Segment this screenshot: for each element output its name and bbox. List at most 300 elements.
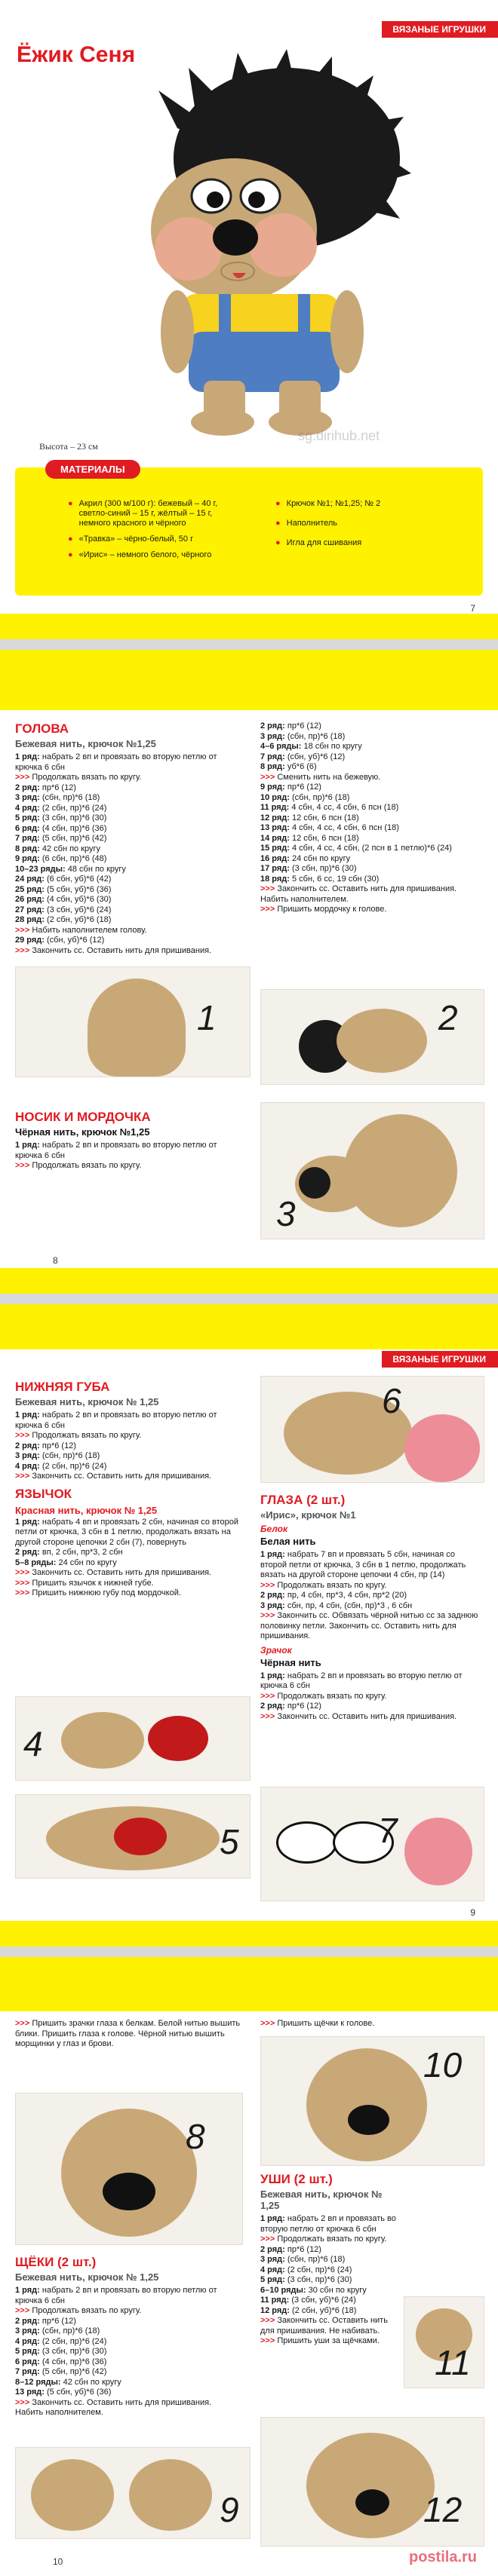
- row-text: Закончить сс. Оставить нить для пришивания.: [32, 1472, 212, 1481]
- step-number: 6: [382, 1381, 401, 1420]
- pattern-row: [260, 1591, 483, 1601]
- page-separator: [0, 1294, 498, 1304]
- row-text: (3 сбн, пр)*6 (30): [42, 2347, 107, 2356]
- row-text: Набить наполнителем голову.: [32, 925, 147, 935]
- pattern-row: [260, 823, 483, 834]
- pattern-row: [260, 2019, 483, 2029]
- pattern-row: [260, 783, 483, 793]
- page-number: 7: [470, 603, 475, 614]
- row-label: 3 ряд:: [15, 1451, 40, 1460]
- row-text: набрать 2 вп и провязать во вторую петлю от крючка 6 сбн: [15, 2286, 217, 2305]
- row-label: 7 ряд:: [15, 834, 40, 843]
- row-text: вп, 2 сбн, пр*3, 2 сбн: [42, 1548, 123, 1557]
- row-label: 8 ряд:: [260, 762, 285, 771]
- row-label: 1 ряд:: [15, 1411, 40, 1420]
- row-label: 18 ряд:: [260, 874, 290, 884]
- row-label: 7 ряд:: [15, 2367, 40, 2376]
- row-label: >>>: [15, 925, 30, 935]
- row-text: Продолжать вязать по кругу.: [32, 1431, 142, 1440]
- pattern-row: [15, 1568, 241, 1579]
- row-label: 26 ряд:: [15, 895, 45, 904]
- row-label: 2 ряд:: [260, 1702, 285, 1711]
- row-label: 1 ряд:: [260, 2214, 285, 2223]
- page-separator: [0, 1947, 498, 1957]
- row-text: (2 сбн, уб)*6 (18): [292, 2305, 357, 2315]
- materials-box: [15, 464, 483, 596]
- row-label: 1 ряд:: [15, 1517, 40, 1527]
- row-text: (2 сбн, пр)*6 (24): [42, 803, 107, 813]
- pattern-row: [15, 793, 241, 804]
- pattern-row: [260, 1550, 483, 1581]
- row-text: Продолжать вязать по кругу.: [277, 2234, 387, 2244]
- page-number: 8: [53, 1255, 58, 1266]
- row-label: >>>: [15, 1472, 30, 1481]
- section-title: УШИ (2 шт.): [260, 2172, 333, 2186]
- row-text: Пришить мордочку к голове.: [277, 905, 387, 914]
- row-text: Закончить сс. Оставить нить для пришивания.: [277, 1711, 457, 1721]
- row-text: 5 сбн, 6 сс, 19 сбн (30): [292, 874, 380, 884]
- pattern-row: [260, 2296, 404, 2306]
- row-text: набрать 7 вп и провязать 5 сбн, начиная со второй петли от крючка, 3 сбн в 1 петлю, продолжать вязать на другой стороне цепочки 4 сбн, пр (14): [260, 1550, 466, 1579]
- section-subtitle: Бежевая нить, крючок №1,25: [15, 738, 156, 749]
- pattern-row: [260, 2245, 404, 2256]
- row-text: уб*6 (6): [287, 762, 317, 771]
- material-item: ● Крючок №1; №1,25; № 2: [275, 499, 381, 508]
- row-text: 4 сбн, 4 сс, 4 сбн, (2 псн в 1 петлю)*6 (24): [292, 844, 452, 853]
- row-label: 1 ряд:: [15, 2286, 40, 2295]
- pattern-row: [15, 854, 241, 865]
- pattern-row: [260, 721, 483, 732]
- row-label: >>>: [260, 884, 275, 893]
- row-label: >>>: [15, 945, 30, 955]
- page-10: [0, 1957, 498, 2576]
- pattern-rows: [260, 2214, 404, 2347]
- row-label: 9 ряд:: [15, 854, 40, 863]
- row-text: (6 сбн, пр)*6 (48): [42, 854, 107, 863]
- row-text: Продолжать вязать по кругу.: [32, 2306, 142, 2315]
- row-text: 18 сбн по кругу: [303, 742, 362, 751]
- row-label: >>>: [15, 1431, 30, 1440]
- row-label: 4 ряд:: [15, 2336, 40, 2346]
- row-label: >>>: [260, 1711, 275, 1721]
- step-number: 2: [438, 998, 458, 1037]
- pattern-row: [260, 2336, 404, 2347]
- pattern-row: [260, 854, 483, 865]
- pattern-rows: [15, 752, 241, 956]
- pattern-row: [15, 865, 241, 875]
- row-text: пр*6 (12): [287, 783, 321, 792]
- row-text: (сбн, пр)*6 (18): [42, 793, 100, 802]
- row-label: >>>: [15, 1161, 30, 1170]
- hedgehog-toy-illustration: [106, 45, 423, 437]
- row-label: >>>: [260, 1580, 275, 1590]
- row-text: набрать 2 вп и провязать во вторую петлю от крючка 6 сбн: [15, 752, 217, 772]
- row-label: 4 ряд:: [15, 803, 40, 813]
- page-number: 9: [470, 1907, 475, 1918]
- photo-step-12: [260, 2417, 484, 2547]
- row-label: 15 ряд:: [260, 844, 290, 853]
- pattern-rows: [260, 1550, 483, 1642]
- row-label: 12 ряд:: [260, 813, 290, 822]
- row-label: 3 ряд:: [260, 2255, 285, 2264]
- pattern-row: [260, 732, 483, 743]
- thread-label: Белая нить: [260, 1536, 316, 1547]
- pattern-row: [15, 2367, 241, 2378]
- pattern-row: [15, 2357, 241, 2368]
- step-number: 7: [378, 1811, 398, 1850]
- row-label: 6–10 ряды:: [260, 2285, 306, 2295]
- row-text: Продолжать вязать по кругу.: [277, 1580, 387, 1590]
- row-label: 5 ряд:: [15, 813, 40, 822]
- row-label: 2 ряд:: [260, 1591, 285, 1600]
- row-text: набрать 2 вп и провязать во вторую петлю от крючка 6 сбн: [15, 1411, 217, 1430]
- pattern-row: [15, 2378, 241, 2388]
- col-right: [260, 1493, 483, 1722]
- row-text: Пришить щёчки к голове.: [277, 2019, 375, 2028]
- pattern-row: [15, 1161, 241, 1172]
- row-text: пр*6 (12): [42, 783, 76, 792]
- row-text: набрать 2 вп и провязать во вторую петлю от крючка 6 сбн: [15, 1141, 217, 1160]
- row-text: пр*6 (12): [287, 2244, 321, 2254]
- row-text: (4 сбн, уб)*6 (30): [47, 895, 112, 904]
- material-item: ● «Травка» – чёрно-белый, 50 г: [68, 534, 194, 544]
- row-label: 2 ряд:: [15, 2316, 40, 2326]
- row-text: Закончить сс. Оставить нить для пришивания.: [32, 1568, 212, 1577]
- step-number: 10: [423, 2045, 463, 2084]
- section-subtitle: Бежевая нить, крючок № 1,25: [260, 2189, 383, 2211]
- pattern-row: [15, 813, 241, 824]
- pattern-row: [15, 1431, 241, 1441]
- row-text: Закончить сс. Оставить нить для пришивания. Набить наполнителем.: [260, 884, 457, 904]
- page-8: [0, 650, 498, 1294]
- pattern-row: [260, 2255, 404, 2265]
- row-text: Продолжать вязать по кругу.: [32, 773, 142, 782]
- section-subtitle: Красная нить, крючок № 1,25: [15, 1504, 158, 1516]
- col-left-2: [15, 2255, 241, 2418]
- pattern-row: [260, 2316, 404, 2336]
- row-text: (сбн, пр)*6 (18): [42, 2326, 100, 2336]
- row-text: (2 сбн, пр)*6 (24): [287, 2265, 352, 2274]
- header-bar: [0, 650, 498, 710]
- row-text: Пришить зрачки глаза к белкам. Белой нитью вышить блики. Пришить глаза к голове. Чёрной нитью вышить морщинки у глаз и брови.: [15, 2019, 241, 2048]
- row-label: 4 ряд:: [15, 1461, 40, 1471]
- pattern-row: [260, 864, 483, 874]
- pattern-rows: [260, 1671, 483, 1723]
- row-label: 29 ряд:: [15, 936, 45, 945]
- row-text: (5 сбн, пр)*6 (42): [42, 2367, 107, 2376]
- row-text: (6 сбн, уб)*6 (42): [47, 874, 112, 884]
- pattern-row: [260, 834, 483, 844]
- row-label: 1 ряд:: [260, 1671, 285, 1680]
- row-label: 1 ряд:: [15, 1141, 40, 1150]
- row-label: 27 ряд:: [15, 905, 45, 914]
- row-label: >>>: [260, 2019, 275, 2028]
- row-text: Закончить сс. Оставить нить для пришивания. Набить наполнителем.: [15, 2397, 212, 2417]
- pattern-row: [260, 1692, 483, 1702]
- section-title: ЩЁКИ (2 шт.): [15, 2255, 97, 2269]
- pattern-row: [260, 844, 483, 854]
- pattern-row: [260, 1611, 483, 1642]
- pattern-row: [260, 2234, 404, 2245]
- pattern-row: [15, 1462, 241, 1472]
- row-label: >>>: [15, 2397, 30, 2407]
- pattern-row: [15, 1451, 241, 1462]
- row-text: (3 сбн, пр)*6 (30): [287, 2275, 352, 2284]
- row-label: >>>: [15, 1568, 30, 1577]
- row-label: 1 ряд:: [260, 1550, 285, 1559]
- row-label: >>>: [260, 1611, 275, 1620]
- row-text: (2 сбн, пр)*6 (24): [42, 2336, 107, 2346]
- step-number: 8: [186, 2117, 205, 2156]
- row-label: 13 ряд:: [15, 2388, 45, 2397]
- row-text: (3 сбн, пр)*6 (30): [292, 864, 357, 873]
- pattern-row: [15, 783, 241, 794]
- page-9: [0, 1304, 498, 1947]
- row-text: Продолжать вязать по кругу.: [277, 1691, 387, 1701]
- pattern-row: [15, 885, 241, 896]
- photo-step-2: [260, 989, 484, 1085]
- row-text: 4 сбн, 4 сс, 4 сбн, 6 псн (18): [291, 803, 399, 812]
- watermark: postila.ru: [408, 2549, 477, 2565]
- pattern-row: [15, 2398, 241, 2418]
- pattern-row: [15, 824, 241, 835]
- material-item: ● Игла для сшивания: [275, 538, 362, 547]
- row-label: 3 ряд:: [15, 2326, 40, 2336]
- pattern-row: [15, 752, 241, 773]
- section-tag: ВЯЗАНЫЕ ИГРУШКИ: [382, 1351, 498, 1368]
- pattern-row: [260, 1671, 483, 1692]
- pattern-row: [260, 1712, 483, 1723]
- pattern-row: [15, 804, 241, 814]
- row-text: (сбн, уб)*6 (12): [287, 752, 346, 761]
- materials-title: МАТЕРИАЛЫ: [45, 460, 140, 479]
- row-label: 2 ряд:: [260, 721, 285, 731]
- row-label: >>>: [260, 2316, 275, 2325]
- row-label: 14 ряд:: [260, 833, 290, 843]
- row-label: 6 ряд:: [15, 823, 40, 833]
- row-label: 2 ряд:: [260, 2244, 285, 2254]
- row-label: 10–23 ряды:: [15, 864, 66, 874]
- pattern-row: [15, 1588, 241, 1599]
- pattern-row: [260, 2275, 404, 2286]
- step-number: 3: [276, 1194, 296, 1233]
- row-text: Закончить сс. Оставить нить для пришивания.: [32, 945, 212, 955]
- page-7: [0, 0, 498, 639]
- subsection-title: Белок: [260, 1524, 288, 1534]
- material-item: ● «Ирис» – немного белого, чёрного: [68, 550, 212, 559]
- row-label: >>>: [260, 1691, 275, 1701]
- row-label: 24 ряд:: [15, 874, 45, 884]
- row-label: 8–12 ряды:: [15, 2377, 61, 2387]
- row-label: >>>: [260, 772, 275, 782]
- pattern-row: [260, 2306, 404, 2317]
- photo-step-4: [15, 1696, 251, 1781]
- col-right-2: [260, 2172, 404, 2347]
- row-text: набрать 4 вп и провязать 2 сбн, начиная со второй петли от крючка, 3 сбн в 1 петлю, продолжать вязать на другой стороне цепочки 2 сбн (7), повернуть: [15, 1517, 239, 1547]
- material-item: ● Акрил (300 м/100 г): бежевый – 40 г, светло-синий – 15 г, жёлтый – 15 г, немного красного и чёрного: [68, 499, 218, 528]
- photo-step-11: [404, 2296, 484, 2388]
- row-label: 9 ряд:: [260, 783, 285, 792]
- pattern-row: [15, 834, 241, 844]
- row-text: (5 сбн, уб)*6 (36): [47, 2388, 112, 2397]
- row-text: Закончить сс. Оставить нить для пришивания. Не набивать.: [260, 2316, 388, 2336]
- photo-step-5: [15, 1794, 251, 1879]
- row-text: Пришить нижнюю губу под мордочкой.: [32, 1588, 181, 1597]
- row-text: 42 сбн по кругу: [63, 2377, 121, 2387]
- pattern-row: [15, 1518, 241, 1548]
- row-label: 5 ряд:: [15, 2347, 40, 2356]
- pattern-row: [15, 2019, 241, 2050]
- row-label: 2 ряд:: [15, 1441, 40, 1450]
- col-right: [260, 721, 483, 915]
- pattern-row: [15, 936, 241, 946]
- pattern-row: [15, 2337, 241, 2348]
- pattern-row: [260, 803, 483, 813]
- row-label: >>>: [15, 1588, 30, 1597]
- step-number: 12: [423, 2490, 463, 2529]
- materials-right-list: [275, 499, 456, 547]
- row-label: 28 ряд:: [15, 915, 45, 924]
- row-text: 24 сбн по кругу: [292, 853, 351, 863]
- row-text: Закончить сс. Обвязать чёрной нитью сс за заднюю половинку петли. Закончить сс. Оставить нить для пришивания.: [260, 1611, 478, 1640]
- pattern-row: [15, 2306, 241, 2317]
- row-label: 13 ряд:: [260, 823, 290, 832]
- page-number: 10: [53, 2556, 63, 2567]
- step-number: 9: [220, 2490, 239, 2529]
- row-text: (4 сбн, пр)*6 (36): [42, 823, 107, 833]
- photo-step-3: [260, 1102, 484, 1239]
- pattern-row: [15, 1472, 241, 1482]
- section-title: ГЛАЗА (2 шт.): [260, 1493, 346, 1507]
- pattern-row: [15, 1441, 241, 1452]
- row-text: (3 сбн, пр)*6 (30): [42, 813, 107, 822]
- row-text: набрать 2 вп и провязать во вторую петлю от крючка 6 сбн: [260, 1671, 463, 1690]
- step-number: 1: [197, 998, 217, 1037]
- row-label: 12 ряд:: [260, 2305, 290, 2315]
- row-label: >>>: [15, 773, 30, 782]
- col-left: [15, 2019, 241, 2050]
- pattern-row: [260, 1601, 483, 1612]
- pattern-row: [15, 2388, 241, 2398]
- photo-step-9: [15, 2447, 251, 2539]
- pattern-row: [15, 1411, 241, 1431]
- pattern-row: [15, 905, 241, 916]
- row-label: >>>: [15, 2019, 30, 2028]
- row-text: пр*6 (12): [42, 1441, 76, 1450]
- pattern-row: [260, 2265, 404, 2276]
- row-text: (сбн, пр)*6 (18): [42, 1451, 100, 1460]
- row-label: 2 ряд:: [15, 1548, 40, 1557]
- row-label: 2 ряд:: [15, 783, 40, 792]
- pattern-row: [15, 1141, 241, 1161]
- step-number: 5: [220, 1822, 239, 1861]
- pattern-rows: [260, 721, 483, 915]
- pattern-row: [15, 2317, 241, 2327]
- page-title: Ёжик Сеня: [17, 42, 136, 67]
- row-label: 4 ряд:: [260, 2265, 285, 2274]
- row-label: 1 ряд:: [15, 752, 40, 761]
- row-text: набрать 2 вп и провязать во вторую петлю от крючка 6 сбн: [260, 2214, 396, 2234]
- row-label: 8 ряд:: [15, 844, 40, 853]
- pattern-row: [260, 874, 483, 885]
- row-text: (2 сбн, уб)*6 (18): [47, 915, 112, 924]
- section-subtitle: Бежевая нить, крючок № 1,25: [15, 2271, 159, 2283]
- col-left: [15, 721, 241, 956]
- subsection-title: Зрачок: [260, 1644, 292, 1656]
- section-title: НОСИК И МОРДОЧКА: [15, 1110, 151, 1124]
- section-title: ГОЛОВА: [15, 721, 69, 736]
- toy-height-label: Высота – 23 см: [39, 441, 98, 452]
- pattern-rows: [15, 1411, 241, 1482]
- row-label: 16 ряд:: [260, 853, 290, 863]
- row-text: Пришить уши за щёчками.: [277, 2336, 380, 2345]
- row-label: >>>: [260, 2234, 275, 2244]
- row-label: 3 ряд:: [260, 731, 285, 741]
- section-subtitle: «Ирис», крючок №1: [260, 1509, 356, 1521]
- photo-step-7: [260, 1787, 484, 1901]
- photo-step-6: [260, 1376, 484, 1483]
- row-text: (5 сбн, уб)*6 (36): [47, 884, 112, 894]
- row-label: 7 ряд:: [260, 752, 285, 761]
- section-title: НИЖНЯЯ ГУБА: [15, 1380, 110, 1394]
- pattern-row: [15, 1579, 241, 1589]
- row-label: 3 ряд:: [15, 793, 40, 802]
- row-text: 12 сбн, 6 псн (18): [292, 833, 359, 843]
- section-title: ЯЗЫЧОК: [15, 1486, 72, 1501]
- col-left-2: [15, 1110, 241, 1172]
- materials-left-list: [68, 499, 234, 560]
- row-text: 4 сбн, 4 сс, 4 сбн, 6 псн (18): [292, 823, 399, 832]
- pattern-rows: [15, 1141, 241, 1172]
- row-text: (сбн, пр)*6 (18): [287, 731, 346, 741]
- pattern-row: [260, 793, 483, 804]
- photo-step-1: [15, 966, 251, 1077]
- footer-bar: [0, 614, 498, 639]
- page-separator: [0, 639, 498, 650]
- watermark: sg.dirihub.net: [298, 428, 380, 443]
- row-text: Продолжать вязать по кругу.: [32, 1161, 142, 1170]
- photo-step-8: [15, 2093, 243, 2245]
- pattern-row: [15, 773, 241, 783]
- pattern-row: [260, 762, 483, 773]
- pattern-row: [15, 2326, 241, 2337]
- row-label: 10 ряд:: [260, 792, 290, 802]
- col-right: [260, 2019, 483, 2029]
- row-label: 3 ряд:: [260, 1600, 285, 1610]
- row-text: (5 сбн, пр)*6 (42): [42, 834, 107, 843]
- row-label: 4–6 ряды:: [260, 742, 302, 751]
- row-text: 30 сбн по кругу: [308, 2285, 367, 2295]
- row-text: (2 сбн, пр)*6 (24): [42, 1461, 107, 1471]
- row-label: 17 ряд:: [260, 864, 290, 873]
- row-text: 12 сбн, 6 псн (18): [292, 813, 359, 822]
- section-subtitle: Бежевая нить, крючок № 1,25: [15, 1396, 159, 1407]
- pattern-row: [15, 946, 241, 957]
- row-text: (сбн, пр)*6 (18): [292, 792, 350, 802]
- row-text: 24 сбн по кругу: [58, 1558, 117, 1567]
- row-text: пр*6 (12): [42, 2316, 76, 2326]
- row-text: пр*6 (12): [287, 1702, 321, 1711]
- pattern-row: [260, 813, 483, 824]
- row-text: (4 сбн, пр)*6 (36): [42, 2357, 107, 2366]
- row-label: 5 ряд:: [260, 2275, 285, 2284]
- pattern-row: [260, 884, 483, 905]
- photo-step-10: [260, 2036, 484, 2166]
- row-label: >>>: [15, 2306, 30, 2315]
- row-text: (сбн, пр)*6 (18): [287, 2255, 346, 2264]
- pattern-row: [260, 752, 483, 763]
- pattern-row: [15, 1558, 241, 1569]
